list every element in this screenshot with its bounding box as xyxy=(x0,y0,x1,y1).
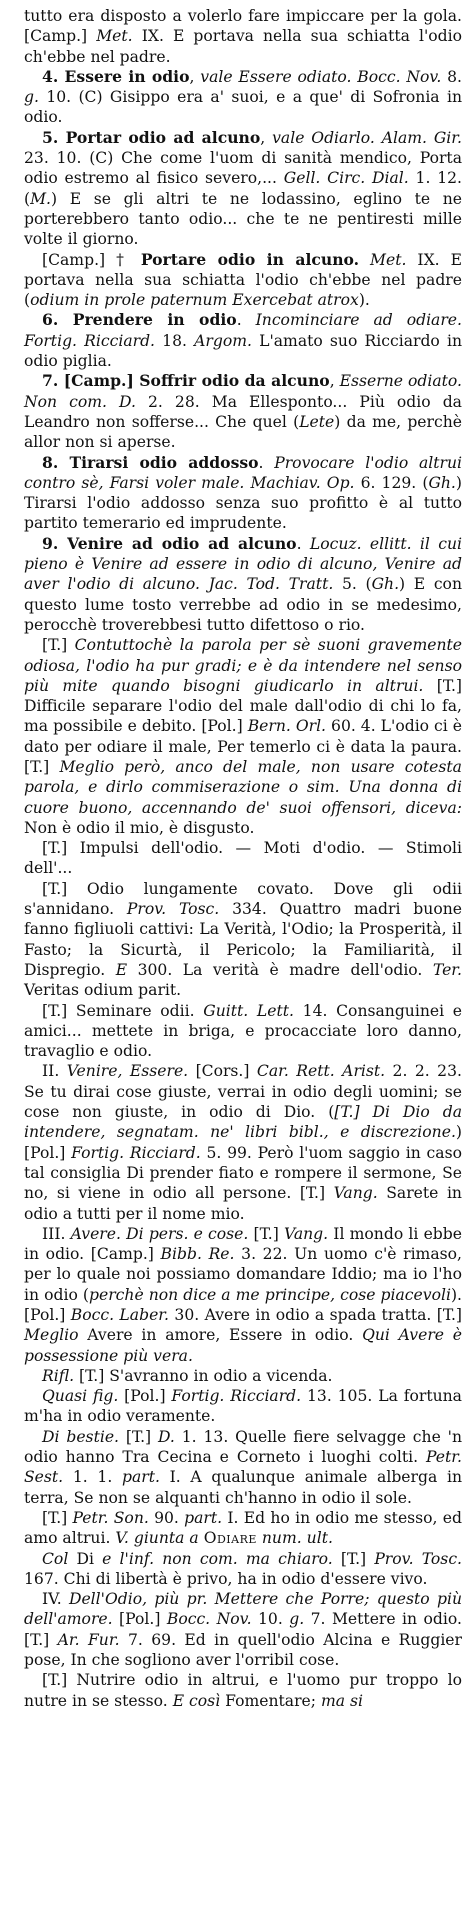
text-run: [T.] xyxy=(332,1549,375,1568)
text-run: [T.] xyxy=(248,1224,284,1243)
text-run: Locuz. ellitt. il cui pieno è Venire ad essere in odio di alcuno, Venire ad aver l'odio di alcuno. Jac. Tod. Tratt. xyxy=(24,534,462,594)
entry-paragraph xyxy=(24,371,462,452)
text-run: Ar. Fur. xyxy=(57,1630,120,1649)
text-run: IX. E portava nella sua schiatta l'odio ch'ebbe nel padre ( xyxy=(24,250,462,310)
text-run: 23. 10. (C) Che come l'uom di sanità mendico, Porta odio estremo al fisico severo,... xyxy=(24,149,462,188)
entry-paragraph xyxy=(24,250,462,311)
text-run: vale Odiarlo. Alam. Gir. xyxy=(272,128,462,147)
text-run: 6. 129. ( xyxy=(354,473,429,492)
text-run: 7. Mettere in odio. [T.] xyxy=(24,1610,462,1649)
text-run: ) da me, perchè allor non si aperse. xyxy=(24,412,462,452)
text-run: 9. Venire ad odio ad alcuno xyxy=(42,533,297,553)
entry-paragraph xyxy=(24,1508,462,1549)
entry-paragraph xyxy=(24,1001,462,1062)
text-run: ma si xyxy=(320,1691,364,1710)
text-run: 5. ( xyxy=(333,575,372,594)
text-run: tutto era disposto a volerlo fare impiccare per la gola. [Camp.] xyxy=(24,7,462,46)
text-run: Vang. xyxy=(333,1184,378,1203)
text-run: Argom. xyxy=(194,331,252,350)
text-run: [T.] Nutrire odio in altrui, e l'uomo pur troppo lo nutre in se stesso. xyxy=(24,1671,462,1710)
entry-paragraph xyxy=(24,1061,462,1223)
text-run: ). xyxy=(358,291,370,310)
text-run: [Pol.] xyxy=(112,1610,167,1629)
text-run: part. xyxy=(184,1508,223,1527)
text-run: Car. Rett. Arist. xyxy=(256,1062,386,1081)
text-run: 10. (C) Gisippo era a' suoi, e a que' di Sofronia in odio. xyxy=(24,88,462,127)
entry-paragraph xyxy=(24,635,462,838)
text-run: Ter. xyxy=(432,960,462,979)
text-run: 334. Quattro madri buone fanno figliuoli cattivi: La Verità, l'Odio; la Prosperità, il Fasto; la Sicurtà, il Pericolo; la Familiarità, il Dispregio. xyxy=(24,900,462,979)
text-run: Gell. Circ. Dial. xyxy=(283,169,409,188)
text-run: [T.] xyxy=(119,1427,158,1446)
text-run: D. xyxy=(157,1427,175,1446)
text-run: [T.] S'avranno in odio a vicenda. xyxy=(74,1366,333,1385)
text-run: E così xyxy=(172,1691,221,1710)
text-run: [Cors.] xyxy=(188,1062,257,1081)
entry-paragraph xyxy=(24,310,462,371)
text-run: Di bestie. xyxy=(42,1427,120,1446)
entry-paragraph xyxy=(24,453,462,534)
text-run: IX. E portava nella sua schiatta l'odio ch'ebbe nel padre. xyxy=(24,27,463,66)
entry-paragraph xyxy=(24,67,462,128)
text-run: Met. xyxy=(370,250,407,269)
text-run: 90. xyxy=(148,1508,185,1527)
text-run: Di xyxy=(68,1549,103,1568)
text-run: Odiare xyxy=(203,1529,257,1548)
entry-paragraph xyxy=(24,1224,462,1366)
entry-paragraph xyxy=(24,1549,462,1590)
text-run: . xyxy=(296,534,310,553)
text-run: IV. xyxy=(42,1590,69,1609)
text-run: Fortig. Ricciard. xyxy=(171,1387,302,1406)
text-run: ) [Pol.] xyxy=(24,1123,462,1162)
text-run: [T.] xyxy=(42,636,75,655)
text-run: 167. Chi di libertà è privo, ha in odio d'essere vivo. xyxy=(24,1569,428,1588)
text-run: E xyxy=(115,960,128,979)
text-run: [T.] Impulsi dell'odio. — Moti d'odio. — Stimoli dell'... xyxy=(24,839,462,878)
text-run: Portare odio in alcuno. xyxy=(140,249,360,269)
text-run: perchè non dice a me principe, cose piacevoli xyxy=(89,1285,451,1304)
entry-paragraph xyxy=(24,534,462,635)
text-run: 8. xyxy=(441,67,462,86)
text-run: Non è odio il mio, è disgusto. xyxy=(24,818,255,837)
text-run: g. xyxy=(289,1610,305,1629)
text-run: Avere in amore, Essere in odio. xyxy=(78,1326,363,1345)
text-run: Prov. Tosc. xyxy=(126,900,220,919)
entry-paragraph xyxy=(24,1589,462,1670)
text-run: 8. Tirarsi odio addosso xyxy=(42,452,259,472)
text-run: ) E se gli altri te ne lodassino, eglino te ne porterebbero tanto odio... che te ne pentiresti mille volte il giorno. xyxy=(24,189,462,249)
text-run: g. xyxy=(24,88,39,107)
text-run: Rifl. xyxy=(42,1366,75,1385)
text-run: 13. 105. La fortuna m'ha in odio veramente. xyxy=(24,1387,462,1426)
text-run: Vang. xyxy=(283,1224,329,1243)
text-run: , xyxy=(329,372,340,391)
text-run: Incominciare ad odiare. Fortig. Ricciard. xyxy=(24,311,462,350)
text-run: Veritas odium parit. xyxy=(24,981,182,1000)
text-run: Fomentare; xyxy=(220,1691,321,1710)
text-run xyxy=(359,251,370,269)
text-run: Provocare l'odio altrui contro sè, Farsi voler male. Machiav. Op. xyxy=(24,453,462,492)
text-run: 7. [Camp.] Soffrir odio da alcuno xyxy=(42,371,330,391)
text-run: 2. 2. 23. Se tu dirai cose giuste, verrai in odio degli uomini; se cose non giuste, in odio di Dio. ( xyxy=(24,1062,462,1122)
text-run: Prov. Tosc. xyxy=(374,1549,463,1568)
text-run: Gh. xyxy=(428,473,456,492)
text-run: Fortig. Ricciard. xyxy=(71,1143,201,1162)
text-run: . xyxy=(258,453,275,472)
text-run: Guitt. Lett. xyxy=(203,1001,294,1020)
text-run: [T.] Di Dio da intendere, segnatam. ne' libri bibl., e discrezione. xyxy=(24,1103,463,1142)
text-run: ). [Pol.] xyxy=(24,1285,462,1324)
text-run: [T.] Difficile separare l'odio del male dall'odio di chi lo fa, ma possibile e debito. [Pol.] xyxy=(24,676,462,736)
text-run: ) E con questo lume tosto verrebbe ad odio in se medesimo, perocchè troverebbesi tutto difettoso o rio. xyxy=(24,575,462,634)
entry-paragraph xyxy=(24,128,462,250)
text-run: Dell'Odio, più pr. Mettere che Porre; questo più dell'amore. xyxy=(24,1590,463,1629)
text-run: Sarete in odio a tutti per il nome mio. xyxy=(24,1184,462,1223)
text-run: ) Tirarsi l'odio addosso senza suo profitto è al tutto partito temerario ed imprudente. xyxy=(24,473,462,533)
entry-paragraph xyxy=(24,1427,462,1508)
text-run: Bern. Orl. xyxy=(247,717,327,736)
text-run: 5. 99. Però l'uom saggio in caso tal consiglia Di prender fiato e rompere il sermone, Se no, si viene in odio all persone. [T.] xyxy=(24,1143,462,1203)
text-run: Il mondo li ebbe in odio. [Camp.] xyxy=(24,1224,462,1264)
text-run: [T.] xyxy=(42,1508,73,1527)
text-run: Venire, Essere. xyxy=(66,1062,189,1081)
text-run: Meglio però, anco del male, non usare cotesta parola, e dirlo commiserazione o sim. Una donna di cuore buono, accennando de' suoi offensori, diceva: xyxy=(24,757,462,817)
text-run: e l'inf. non com. ma chiaro. xyxy=(102,1549,333,1568)
text-run: Meglio xyxy=(24,1326,79,1345)
text-run: Col xyxy=(42,1549,69,1568)
text-run: . xyxy=(236,311,256,330)
text-run: Petr. Son. xyxy=(72,1508,149,1527)
text-run: , xyxy=(189,67,201,86)
text-run: part. xyxy=(121,1468,160,1487)
text-run: M. xyxy=(30,189,52,208)
text-run: , xyxy=(260,128,273,147)
text-run: III. xyxy=(42,1224,71,1243)
text-run: odium in prole paternum Exercebat atrox xyxy=(30,291,359,310)
text-run: 7. 69. Ed in quell'odio Alcina e Ruggier pose, In che sogliono aver l'orribil cose. xyxy=(24,1630,462,1670)
text-run: Met. xyxy=(96,27,133,46)
text-run: 18. xyxy=(155,331,195,350)
text-run: [T.] Odio lungamente covato. Dove gli odii s'annidano. xyxy=(24,879,462,919)
text-run: Bocc. Laber. xyxy=(70,1306,169,1324)
text-run: I. A qualunque animale alberga in terra, Se non se alquanti ch'hanno in odio il sole. xyxy=(24,1468,462,1507)
text-run: 4. Essere in odio xyxy=(42,66,190,86)
text-run: Avere. Di pers. e cose. xyxy=(70,1224,249,1243)
text-run: 30. Avere in odio a spada tratta. [T.] xyxy=(169,1306,462,1324)
text-run: 5. Portar odio ad alcuno xyxy=(42,127,261,147)
entry-paragraph xyxy=(24,6,462,67)
text-run: Esserne odiato. Non com. D. xyxy=(24,372,462,411)
text-run: Lete xyxy=(299,412,335,431)
text-run: II. xyxy=(42,1062,67,1081)
text-run: Contuttochè la parola per sè suoni gravemente odiosa, l'odio ha pur gradi; e è da intendere nel senso più mite quando bisogni giudicarlo in altrui. xyxy=(24,636,462,695)
entry-paragraph xyxy=(24,838,462,879)
text-run: Quasi fig. xyxy=(42,1387,119,1406)
text-run: Qui Avere è possessione più vera. xyxy=(24,1326,462,1365)
text-run: 60. 4. L'odio ci è dato per odiare il male, Per temerlo ci è data la paura. [T.] xyxy=(24,717,462,776)
text-run: Bibb. Re. xyxy=(160,1245,235,1264)
text-run: 3. 22. Un uomo c'è rimaso, per lo quale noi possiamo domandare Iddio; ma io l'ho in odio ( xyxy=(24,1245,462,1304)
text-run: [Pol.] xyxy=(118,1387,172,1406)
text-run: 10. xyxy=(251,1610,290,1629)
text-run: 1. 13. Quelle fiere selvagge che 'n odio hanno Tra Cecina e Corneto i luoghi colti. xyxy=(24,1427,462,1467)
text-run: 1. 12. ( xyxy=(24,169,462,208)
text-run: [T.] Seminare odii. xyxy=(42,1001,204,1020)
text-run: I. Ed ho in odio me stesso, ed amo altrui. xyxy=(24,1508,462,1548)
entry-paragraph xyxy=(24,1386,462,1427)
text-run: vale Essere odiato. Bocc. Nov. xyxy=(200,67,442,86)
entry-paragraph xyxy=(24,1366,462,1386)
text-run: 300. La verità è madre dell'odio. xyxy=(127,960,433,979)
text-run: 14. Consanguinei e amici... mettete in briga, e procacciate loro danno, travaglio e odio. xyxy=(24,1001,462,1061)
text-run: L'amato suo Ricciardo in odio piglia. xyxy=(24,331,462,371)
text-run: num. ult. xyxy=(261,1529,333,1548)
text-run: V. giunta a xyxy=(115,1529,199,1548)
entry-paragraph xyxy=(24,1670,462,1711)
text-run: 6. Prendere in odio xyxy=(42,310,237,330)
text-run: Petr. Sest. xyxy=(24,1448,462,1487)
text-run: Bocc. Nov. xyxy=(166,1610,252,1629)
text-run: Gh. xyxy=(371,575,400,594)
text-run: 1. 1. xyxy=(63,1468,122,1487)
text-run: 2. 28. Ma Ellesponto... Più odio da Leandro non sofferse... Che quel ( xyxy=(24,392,462,431)
entry-paragraph xyxy=(24,879,462,1001)
text-run: [Camp.] † xyxy=(42,250,141,269)
